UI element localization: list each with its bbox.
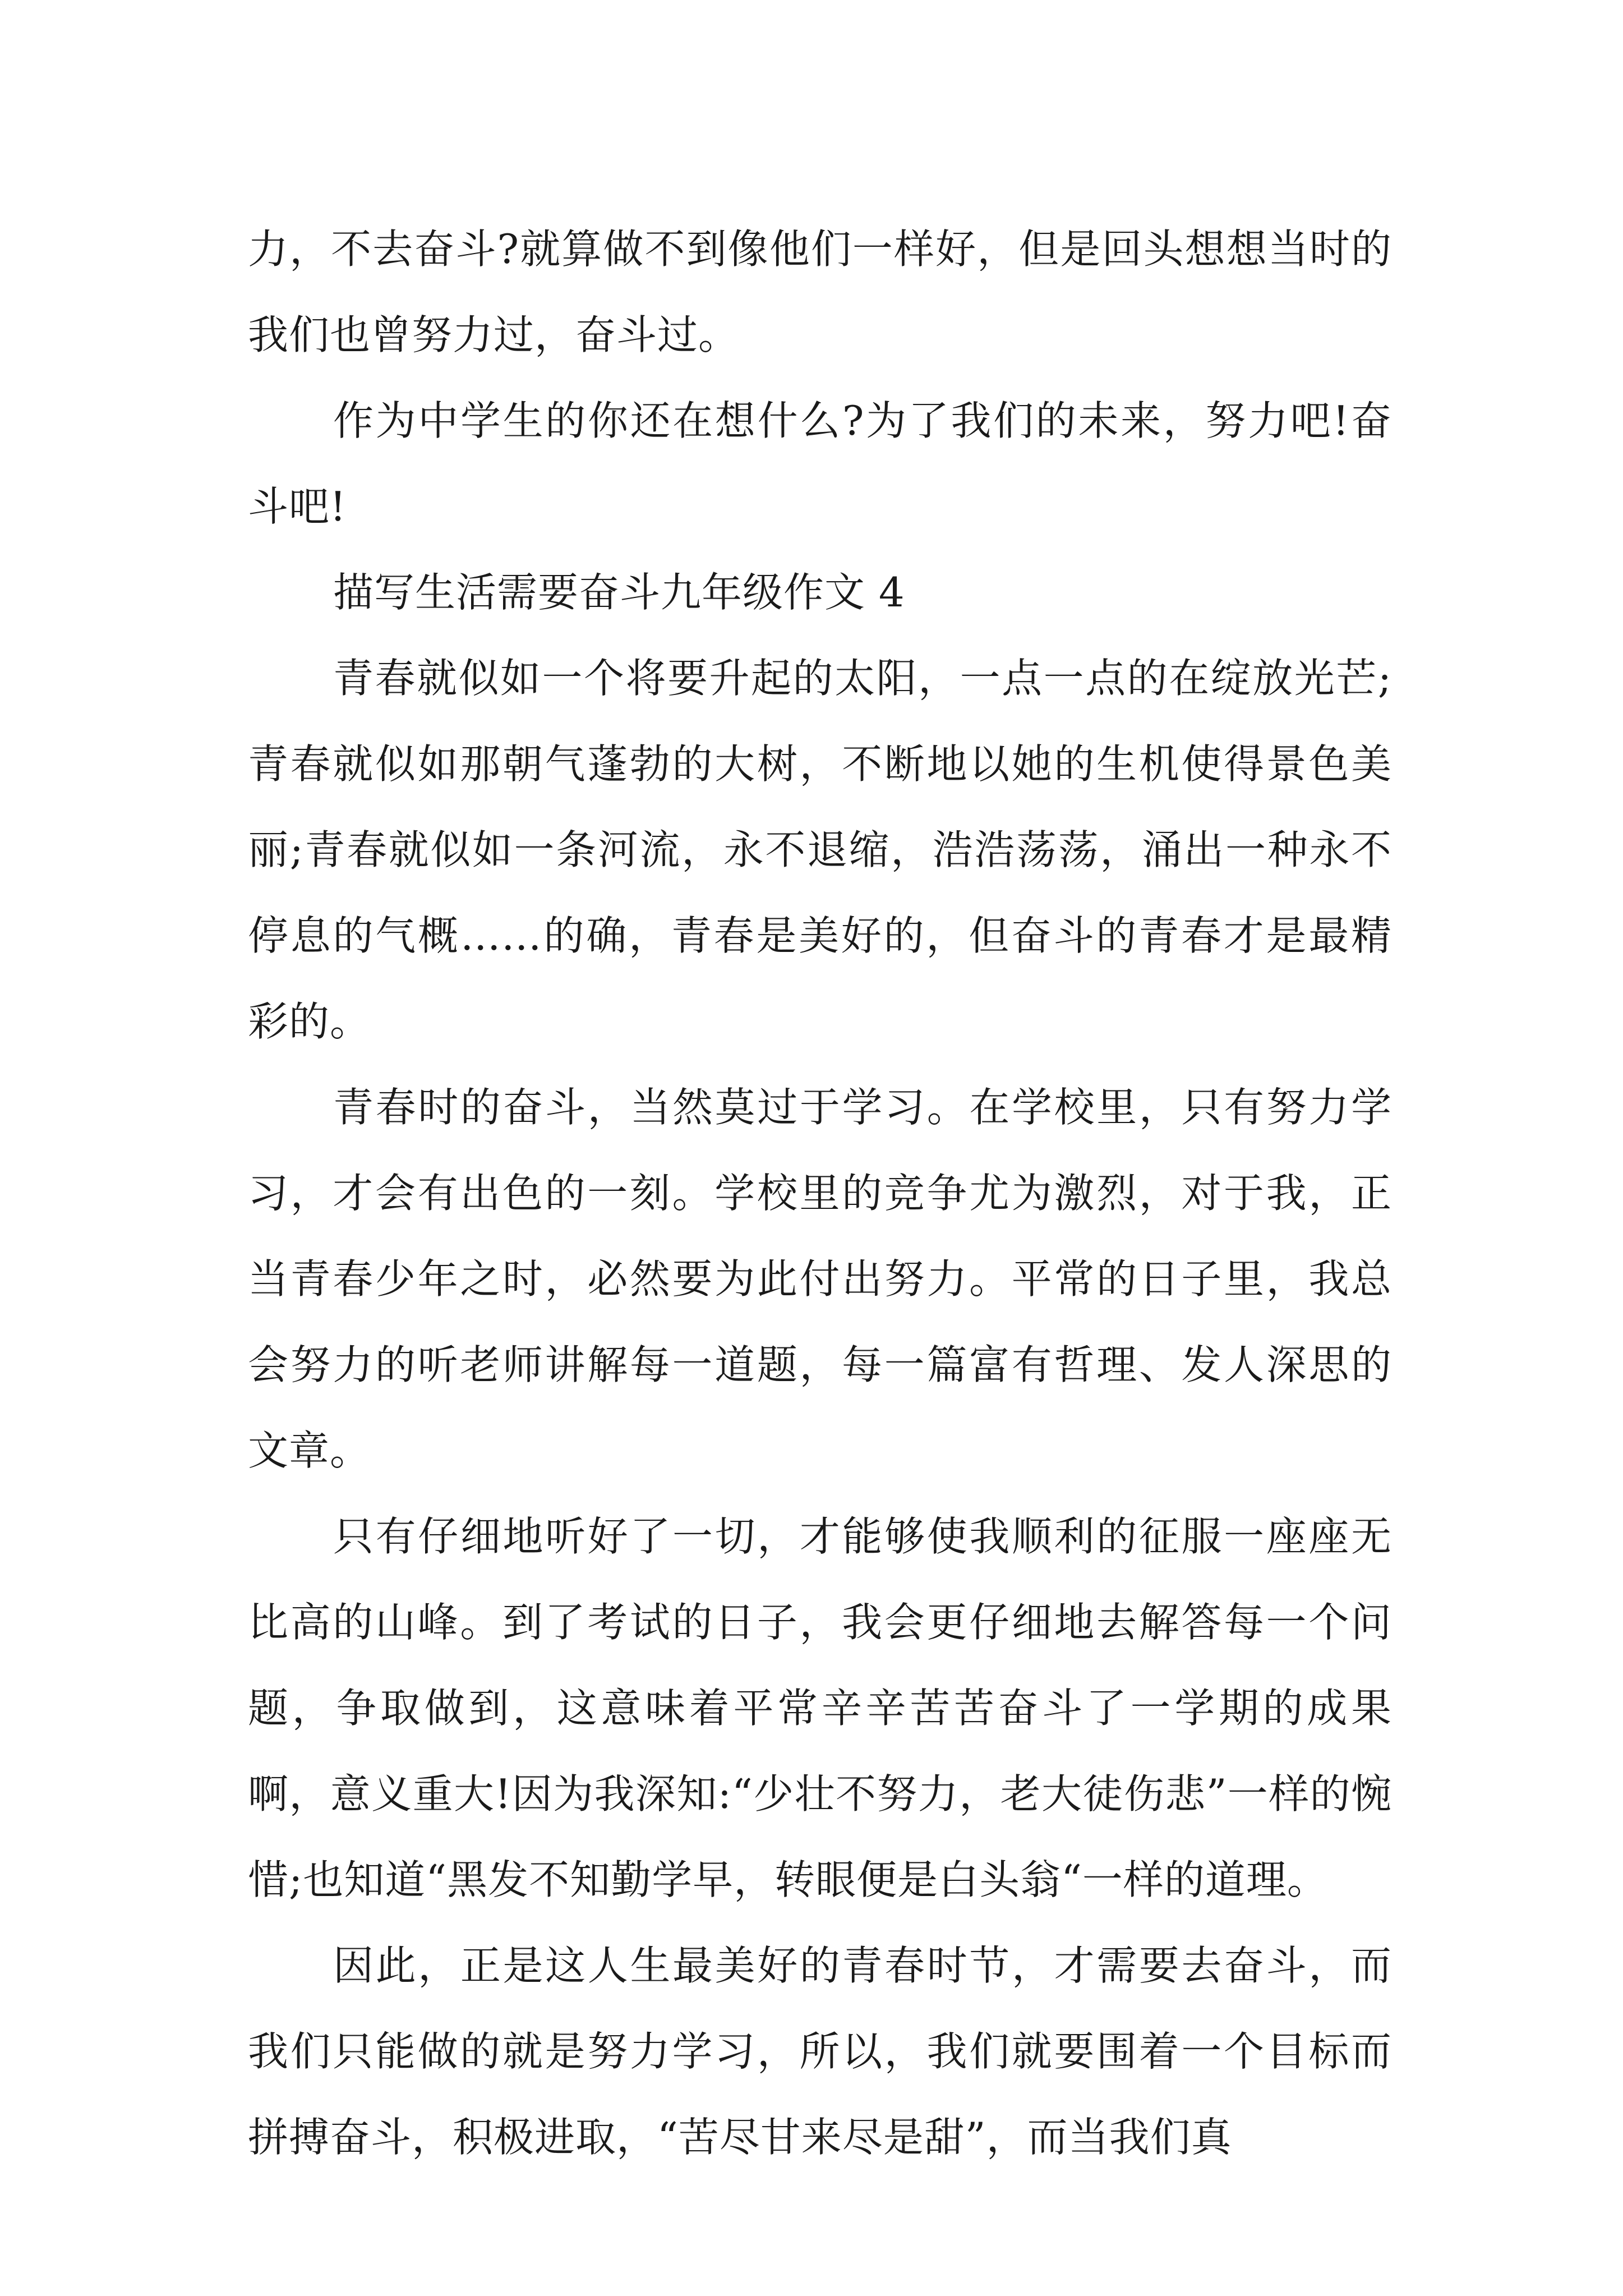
paragraph-6: 因此，正是这人生最美好的青春时节，才需要去奋斗，而我们只能做的就是努力学习，所以，我们就要围着一个目标而拼搏奋斗，积极进取，“苦尽甘来尽是甜”，而当我们真 [248, 1942, 1392, 2161]
paragraph-1: 力，不去奋斗?就算做不到像他们一样好，但是回头想想当时的我们也曾努力过，奋斗过。 [248, 226, 1392, 358]
section-heading: 描写生活需要奋斗九年级作文 4 [333, 569, 905, 616]
paragraph-5: 只有仔细地听好了一切，才能够使我顺利的征服一座座无比高的山峰。到了考试的日子，我会更仔细地去解答每一个问题，争取做到，这意味着平常辛辛苦苦奋斗了一学期的成果啊，意义重大!因为我深知:“少壮不努力，老大徒伤悲”一样的惋惜;也知道“黑发不知勤学早，转眼便是白头翁“一样的道理。 [248, 1513, 1392, 1903]
essay-body [248, 206, 1392, 2180]
paragraph-3: 青春就似如一个将要升起的太阳，一点一点的在绽放光芒;青春就似如那朝气蓬勃的大树，不断地以她的生机使得景色美丽;青春就似如一条河流，永不退缩，浩浩荡荡，涌出一种永不停息的气概……的确，青春是美好的，但奋斗的青春才是最精彩的。 [248, 655, 1392, 1045]
paragraph-2: 作为中学生的你还在想什么?为了我们的未来，努力吧!奋斗吧! [248, 397, 1392, 530]
paragraph-4: 青春时的奋斗，当然莫过于学习。在学校里，只有努力学习，才会有出色的一刻。学校里的竞争尤为激烈，对于我，正当青春少年之时，必然要为此付出努力。平常的日子里，我总会努力的听老师讲解每一道题，每一篇富有哲理、发人深思的文章。 [248, 1084, 1392, 1474]
